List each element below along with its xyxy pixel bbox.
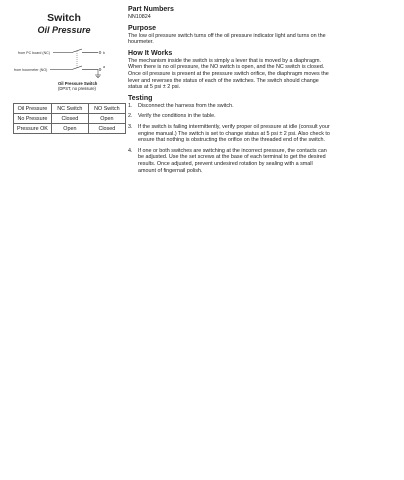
terminal-a-label: a (103, 65, 105, 69)
switch-status-table (13, 103, 126, 134)
how-it-works-text: The mechanism inside the switch is simply a lever that is moved by a diaphragm. When there is no oil pressure, the NO switch is open, and the NC switch is closed. Once oil pressure is present at the pressure switch orifice, the diaphragm moves the lever and reverses the status of each of the switches. The switch should change status at 5 psi ± 2 psi. (128, 57, 329, 91)
step-text: Verify the conditions in the table. (138, 113, 216, 120)
terminal-b (99, 52, 101, 54)
table-row (14, 124, 126, 134)
testing-steps (128, 103, 332, 174)
component-subtitle: Oil Pressure (37, 25, 91, 35)
component-title: Switch (47, 12, 81, 24)
table-cell: No Pressure (14, 114, 52, 124)
step-number: 3. (128, 123, 133, 130)
terminal-a (99, 69, 101, 71)
table-header-cell: NO Switch (88, 104, 125, 114)
step-number: 2. (128, 113, 133, 120)
list-item (128, 124, 332, 144)
list-item (128, 148, 332, 174)
part-number-value: NN10824 (128, 14, 151, 20)
step-text: If the switch is failing intermittently, verify proper oil pressure at idle (consult your engine manual.) The switch is set to change status at 5 psi ± 2 psi. Also check to ensure that nothing is obstructing the orifice on the threaded end of the switch. (138, 123, 330, 144)
schematic-caption-subtitle: (DPST, no pressure) (58, 86, 96, 91)
purpose-text: The low oil pressure switch turns off the oil pressure indicator light and turns on the hourmeter. (128, 32, 326, 46)
terminal-b-label: b (103, 51, 105, 55)
schematic-caption-title: Oil Pressure Switch (58, 81, 98, 86)
no-wire-label: from hourmeter (NO) (14, 68, 48, 72)
step-number: 1. (128, 102, 133, 109)
table-header-row (14, 104, 126, 114)
list-item (128, 103, 332, 110)
table-cell: Open (88, 114, 125, 124)
step-text: If one or both switches are switching at the incorrect pressure, the contacts can be adjusted. Use the set screws at the base of each terminal to get the desired results. Once adjusted, prevent undesired rotation by sealing with a small amount of fingernail polish. (138, 147, 327, 174)
step-text: Disconnect the harness from the switch. (138, 102, 234, 109)
list-item (128, 113, 332, 120)
table-cell: Closed (88, 124, 125, 134)
component-header (10, 12, 118, 35)
how-it-works-heading: How It Works (128, 49, 173, 57)
testing-heading: Testing (128, 94, 153, 102)
table-row (14, 114, 126, 124)
description-column (128, 6, 332, 178)
part-numbers-heading: Part Numbers (128, 6, 174, 13)
table-header-cell: Oil Pressure (14, 104, 52, 114)
table-cell: Pressure OK (14, 124, 52, 134)
table-cell: Closed (51, 114, 88, 124)
purpose-heading: Purpose (128, 24, 157, 32)
nc-wire-label: from PC board (NC) (18, 51, 50, 55)
step-number: 4. (128, 147, 133, 154)
table-header-cell: NC Switch (51, 104, 88, 114)
table-cell: Open (51, 124, 88, 134)
switch-schematic (10, 42, 118, 97)
